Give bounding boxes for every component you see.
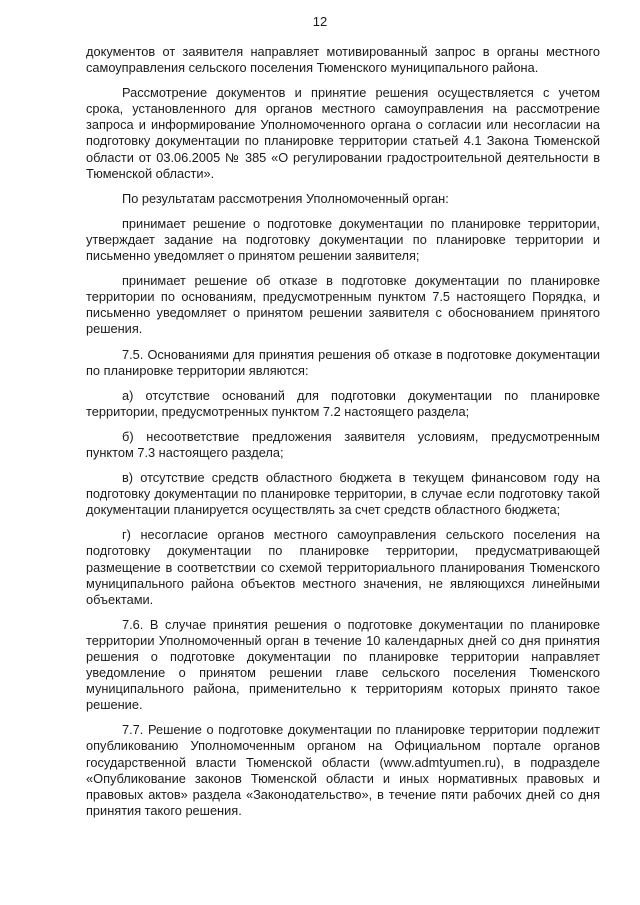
paragraph-continuation: документов от заявителя направляет мотивированный запрос в органы местного самоуправления сельского поселения Тюменского муниципального района.: [86, 44, 600, 76]
paragraph-7-6: 7.6. В случае принятия решения о подготовке документации по планировке территории Уполномоченный орган в течение 10 календарных дней со дня принятия решения о подготовке документации по планировке территории направляет уведомление о принятом решении главе сельского поселения Тюменского муниципального района, применительно к территориям которых принято такое решение.: [86, 616, 600, 713]
document-body: [86, 44, 600, 828]
paragraph-7-5-a: а) отсутствие оснований для подготовки документации по планировке территории, предусмотренных пунктом 7.2 настоящего раздела;: [86, 387, 600, 419]
paragraph-review-terms: Рассмотрение документов и принятие решения осуществляется с учетом срока, установленного для органов местного самоуправления на рассмотрение запроса и информирование Уполномоченного органа о согласии или несогласии на подготовку документации по планировке территории статьей 4.1 Закона Тюменской области от 03.06.2005 № 385 «О регулировании градостроительной деятельности в Тюменской области».: [86, 85, 600, 181]
paragraph-decision-refuse: принимает решение об отказе в подготовке документации по планировке территории по основаниям, предусмотренным пунктом 7.5 настоящего Порядка, и письменно уведомляет о принятом решении заявителя с обоснованием принятого решения.: [86, 273, 600, 337]
paragraph-7-5-b: б) несоответствие предложения заявителя условиям, предусмотренным пунктом 7.3 настоящего раздела;: [86, 428, 600, 460]
paragraph-7-5-v: в) отсутствие средств областного бюджета в текущем финансовом году на подготовку документации по планировке территории, в случае если подготовку такой документации планируется осуществлять за счет средств областного бюджета;: [86, 470, 600, 518]
paragraph-7-5: 7.5. Основаниями для принятия решения об отказе в подготовке документации по планировке территории являются:: [86, 346, 600, 378]
paragraph-decision-approve: принимает решение о подготовке документации по планировке территории, утверждает задание на подготовку документации по планировке территории и письменно уведомляет о принятом решении заявителя;: [86, 215, 600, 264]
paragraph-review-results: По результатам рассмотрения Уполномоченный орган:: [122, 190, 449, 206]
paragraph-7-7: 7.7. Решение о подготовке документации по планировке территории подлежит опубликованию Уполномоченным органом на Официальном портале органов государственной власти Тюменской области (www.admtyumen.ru), в подразделе «Опубликование законов Тюменской области и иных нормативных правовых и правовых актов» раздела «Законодательство», в течение пяти рабочих дней со дня принятия такого решения.: [86, 722, 600, 818]
page-number: 12: [312, 14, 328, 29]
paragraph-7-5-g: г) несогласие органов местного самоуправления сельского поселения на подготовку документации по планировке территории, предусматривающей размещение в соответствии со схемой территориального планирования Тюменского муниципального района объектов местного значения, не являющихся линейными объектами.: [86, 527, 600, 607]
